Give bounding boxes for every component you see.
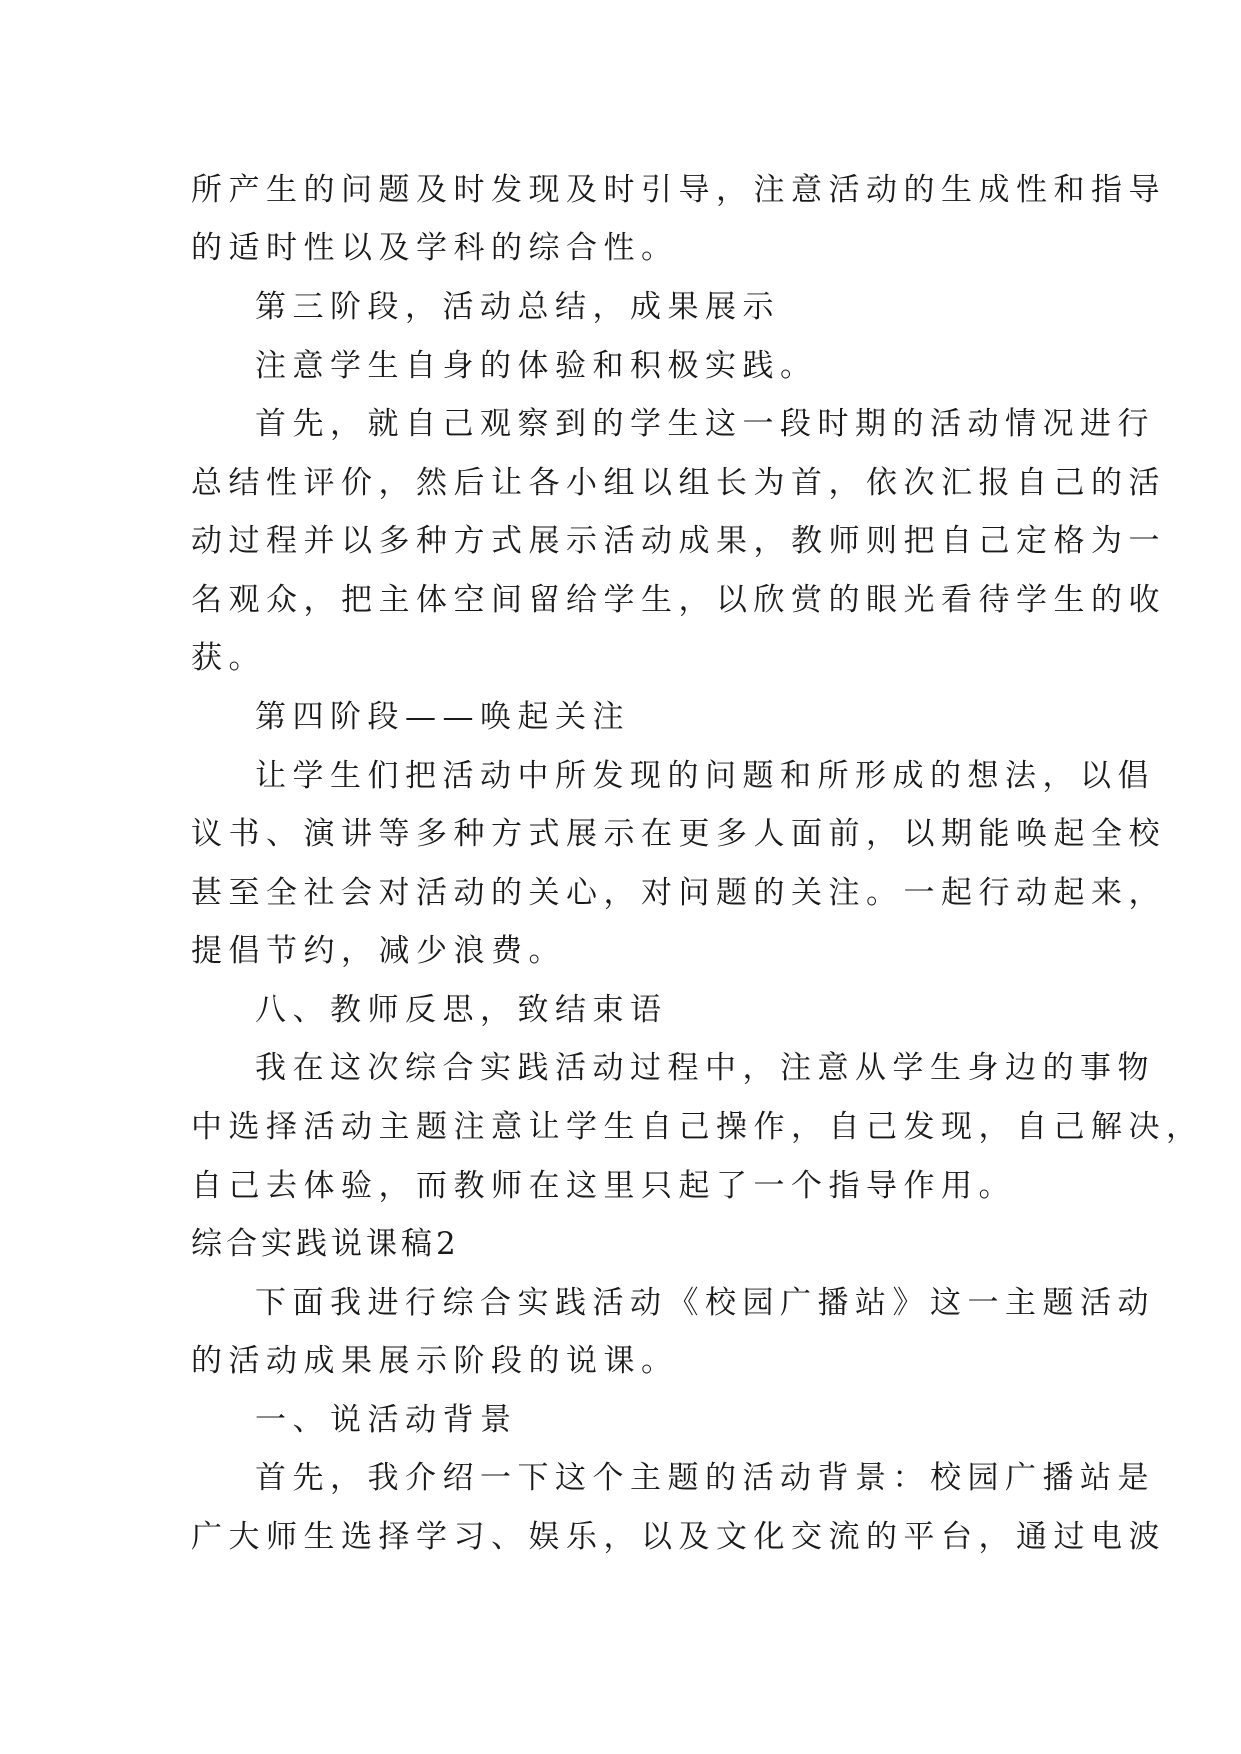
text-line: 甚至全社会对活动的关心，对问题的关注。一起行动起来，	[191, 875, 1166, 911]
text-line: 中选择活动主题注意让学生自己操作，自己发现，自己解决，	[191, 1109, 1204, 1145]
text-line: 提倡节约，减少浪费。	[191, 933, 566, 969]
text-line: 所产生的问题及时发现及时引导，注意活动的生成性和指导	[191, 172, 1166, 208]
text-line: 议书、演讲等多种方式展示在更多人面前，以期能唤起全校	[191, 816, 1166, 852]
text-line: 名观众，把主体空间留给学生，以欣赏的眼光看待学生的收	[191, 582, 1166, 618]
text-line: 动过程并以多种方式展示活动成果，教师则把自己定格为一	[191, 523, 1166, 559]
text-line: 的活动成果展示阶段的说课。	[191, 1343, 679, 1379]
section-heading: 第四阶段——唤起关注	[255, 699, 630, 735]
text-line: 首先，我介绍一下这个主题的活动背景：校园广播站是	[255, 1460, 1155, 1496]
section-heading: 第三阶段，活动总结，成果展示	[255, 289, 780, 325]
text-line: 的适时性以及学科的综合性。	[191, 230, 679, 266]
text-line: 注意学生自身的体验和积极实践。	[255, 348, 818, 384]
text-line: 让学生们把活动中所发现的问题和所形成的想法，以倡	[255, 758, 1155, 794]
section-heading: 一、说活动背景	[255, 1402, 518, 1438]
text-line: 首先，就自己观察到的学生这一段时期的活动情况进行	[255, 406, 1155, 442]
text-line: 获。	[191, 640, 266, 676]
section-heading: 八、教师反思，致结束语	[255, 992, 668, 1028]
document-title: 综合实践说课稿2	[191, 1226, 460, 1262]
text-line: 总结性评价，然后让各小组以组长为首，依次汇报自己的活	[191, 465, 1166, 501]
text-line: 我在这次综合实践活动过程中，注意从学生身边的事物	[255, 1050, 1155, 1086]
text-line: 广大师生选择学习、娱乐，以及文化交流的平台，通过电波	[191, 1519, 1166, 1555]
text-line: 自己去体验，而教师在这里只起了一个指导作用。	[191, 1168, 1016, 1204]
text-line: 下面我进行综合实践活动《校园广播站》这一主题活动	[255, 1285, 1155, 1321]
